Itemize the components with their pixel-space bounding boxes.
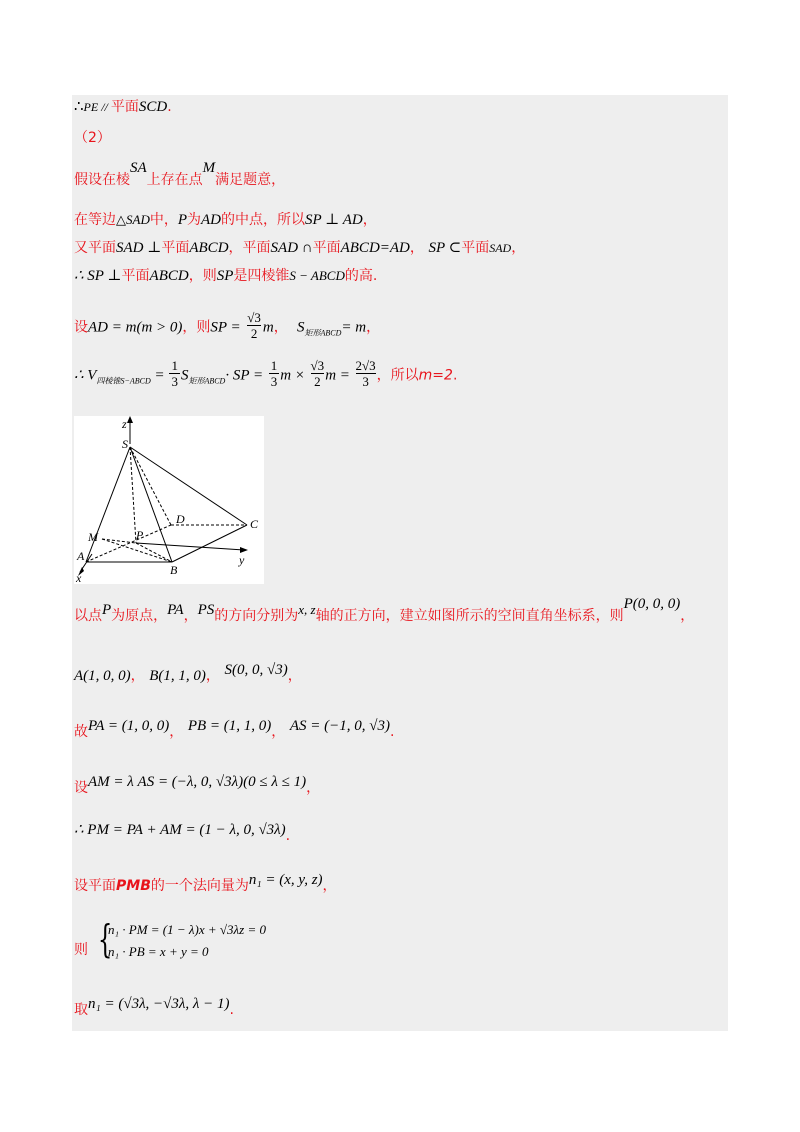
math-p: P	[102, 602, 112, 618]
line-take	[74, 996, 234, 1020]
line-vectors	[74, 718, 395, 742]
math-ad: AD	[201, 212, 221, 228]
text-plane: 平面	[110, 99, 139, 115]
comma: ，	[366, 319, 381, 336]
text-plane: 平面	[312, 240, 341, 256]
line-height	[74, 266, 377, 286]
math-abcd-eq-ad: ABCD=AD	[340, 240, 410, 256]
numerator: √3	[310, 358, 325, 373]
math-p: P	[177, 212, 187, 228]
text-then: ，则	[182, 319, 211, 336]
period: .	[167, 99, 172, 115]
math-m: M	[202, 160, 216, 176]
vector-am-eq: AM = λ AS = (−λ, 0, √3λ)(0 ≤ λ ≤ 1)	[88, 774, 307, 790]
math-s-abcd: S − ABCD	[289, 268, 345, 283]
equation-2	[108, 942, 209, 962]
subscript-rect: 矩形ABCD	[188, 376, 226, 386]
comma: ，	[409, 240, 424, 256]
math-sad: SAD	[489, 241, 512, 255]
denominator: 2	[250, 326, 258, 341]
comma: ，	[287, 668, 302, 684]
text-plane: 平面	[161, 240, 190, 256]
math-m-times: m ×	[280, 367, 305, 384]
math-sp: SP	[216, 268, 234, 284]
line-planes	[74, 238, 525, 258]
text-then: 则	[74, 942, 88, 958]
period: .	[229, 1002, 234, 1018]
label-a: A	[77, 549, 85, 563]
math-sp-eq: SP =	[210, 319, 241, 336]
math-s: S	[180, 367, 189, 384]
text-in-equilateral: 在等边	[74, 212, 116, 228]
equation-1	[108, 920, 266, 940]
part-number: （2）	[74, 130, 111, 146]
text-normal-vector: 的一个法向量为	[150, 878, 249, 894]
text-hence: 故	[74, 724, 88, 740]
vector-pa: PA	[167, 602, 184, 618]
line-points	[74, 662, 302, 686]
math-m: m	[262, 319, 274, 336]
pyramid-svg	[74, 416, 264, 584]
text-set-plane: 设平面	[74, 878, 116, 894]
text-comma-plane: ，平面	[228, 240, 271, 256]
text-middle: 中，	[149, 212, 178, 228]
fraction-2sqrt3-3	[356, 358, 376, 389]
numerator: 1	[270, 358, 278, 373]
comma: ，	[183, 608, 198, 624]
numerator: 1	[171, 358, 178, 373]
comma: ，	[205, 668, 220, 684]
math-s: S	[296, 319, 305, 336]
comma: ，	[169, 724, 184, 740]
math-dot-sp: · SP =	[225, 367, 264, 384]
period: .	[452, 367, 458, 384]
text-origin: 为原点，	[111, 608, 168, 624]
label-x: x	[76, 571, 82, 584]
math-sp-perp-ad: SP ⊥ AD	[305, 212, 363, 228]
text-directions: 的方向分别为	[214, 608, 299, 624]
fraction-sqrt3-2	[311, 358, 325, 389]
comma: ，	[362, 212, 377, 228]
text-midpoint: 的中点，所以	[221, 212, 305, 228]
denominator: 3	[171, 374, 178, 389]
label-d: D	[176, 512, 185, 526]
text-height: 的高.	[344, 268, 378, 284]
line-assume	[74, 160, 286, 190]
label-c: C	[250, 517, 259, 531]
line-set-am	[74, 774, 321, 798]
pyramid-figure	[74, 416, 264, 584]
point-b: B(1, 1, 0)	[149, 668, 206, 684]
math-m-eq: m =	[325, 367, 350, 384]
label-z: z	[122, 417, 127, 431]
fraction-sqrt3-over-2	[247, 310, 261, 341]
vector-ps: PS	[197, 602, 215, 618]
label-s: S	[122, 437, 128, 451]
denominator: 2	[314, 374, 321, 389]
comma: ，	[130, 668, 145, 684]
math-pe-parallel: PE //	[83, 100, 111, 114]
text-assume: 假设在棱	[74, 172, 130, 188]
comma: ，	[511, 240, 526, 256]
text-let: 设	[74, 319, 88, 336]
vector-pm-eq: ∴ PM = PA + AM = (1 − λ, 0, √3λ)	[74, 822, 286, 838]
math-eq-m: = m	[341, 319, 367, 336]
fraction-1-3-a	[169, 358, 180, 389]
equation-n1-pb: n₁ · PB = x + y = 0	[108, 944, 209, 959]
text-m-eq-2: m=2	[418, 367, 453, 384]
label-p: P	[136, 528, 144, 542]
text-point: 以点	[74, 608, 102, 624]
text-also-plane: 又平面	[74, 240, 116, 256]
subscript-pyramid: 四棱锥S−ABCD	[96, 376, 151, 386]
math-triangle-sad: △SAD	[116, 212, 150, 227]
period: .	[285, 828, 291, 844]
math-scd: SCD	[138, 99, 168, 115]
text-satisfy: 满足题意，	[215, 172, 286, 188]
vector-pb-eq: PB = (1, 1, 0)	[187, 718, 272, 734]
label-y: y	[239, 553, 245, 567]
text-so: ，所以	[376, 367, 419, 384]
math-n1-value: n₁ = (√3λ, −√3λ, λ − 1)	[88, 996, 230, 1012]
line-normal-vector	[74, 872, 337, 896]
line-pm	[74, 822, 291, 846]
comma: ，	[271, 724, 286, 740]
text-pmb: PMB	[116, 878, 151, 894]
therefore-symbol: ∴	[74, 99, 84, 115]
line-part-2	[74, 128, 111, 148]
vector-as-eq: AS = (−1, 0, √3)	[289, 718, 391, 734]
equation-n1-pm: n₁ · PM = (1 − λ)x + √3λz = 0	[108, 922, 267, 937]
math-xz: x, z	[298, 602, 316, 617]
math-therefore-sp-perp: ∴ SP ⊥	[74, 268, 122, 284]
math-abcd: ABCD	[189, 240, 229, 256]
fraction-1-3-b	[269, 358, 280, 389]
math-abcd: ABCD	[149, 268, 189, 284]
line-equilateral	[74, 210, 377, 230]
comma: ，	[680, 608, 695, 624]
denominator: 3	[270, 374, 278, 389]
text-axis-positive: 轴的正方向，建立如图所示的空间直角坐标系，则	[315, 608, 624, 624]
line-then	[74, 940, 88, 960]
text-plane: 平面	[461, 240, 490, 256]
math-sp-subset: SP ⊂	[428, 240, 462, 256]
vector-pa-eq: PA = (1, 0, 0)	[88, 718, 170, 734]
numerator: √3	[247, 310, 261, 325]
text-let: 设	[74, 780, 88, 796]
math-sa: SA	[130, 160, 147, 176]
line-conclusion	[74, 97, 172, 117]
point-a: A(1, 0, 0)	[74, 668, 131, 684]
text-plane: 平面	[121, 268, 150, 284]
numerator: 2√3	[355, 358, 376, 373]
comma: ，	[306, 780, 321, 796]
text-is-pyramid: 是四棱锥	[233, 268, 290, 284]
math-sad-perp: SAD ⊥	[116, 240, 162, 256]
text-take: 取	[74, 1002, 88, 1018]
comma: ，	[322, 878, 337, 894]
point-s: S(0, 0, √3)	[224, 662, 288, 678]
line-set-ad	[74, 312, 380, 343]
text-exist-point: 上存在点	[146, 172, 203, 188]
text-is: 为	[187, 212, 201, 228]
period: .	[390, 724, 395, 740]
label-m: M	[88, 530, 98, 544]
label-b: B	[170, 563, 178, 577]
subscript-rect: 矩形ABCD	[304, 328, 342, 338]
denominator: 3	[362, 374, 369, 389]
line-volume	[74, 360, 457, 391]
math-ad-eq-m: AD = m(m > 0)	[88, 319, 183, 336]
text-then: ，则	[188, 268, 217, 284]
line-coordinate-system	[74, 596, 695, 626]
point-p: P(0, 0, 0)	[623, 596, 681, 612]
math-therefore-v: ∴ V	[74, 367, 97, 384]
math-sad-cap: SAD ∩	[270, 240, 313, 256]
comma: ，	[273, 319, 288, 336]
math-n1-eq: n₁ = (x, y, z)	[248, 872, 323, 888]
equals: =	[155, 367, 164, 384]
system-brace: {	[97, 917, 113, 961]
